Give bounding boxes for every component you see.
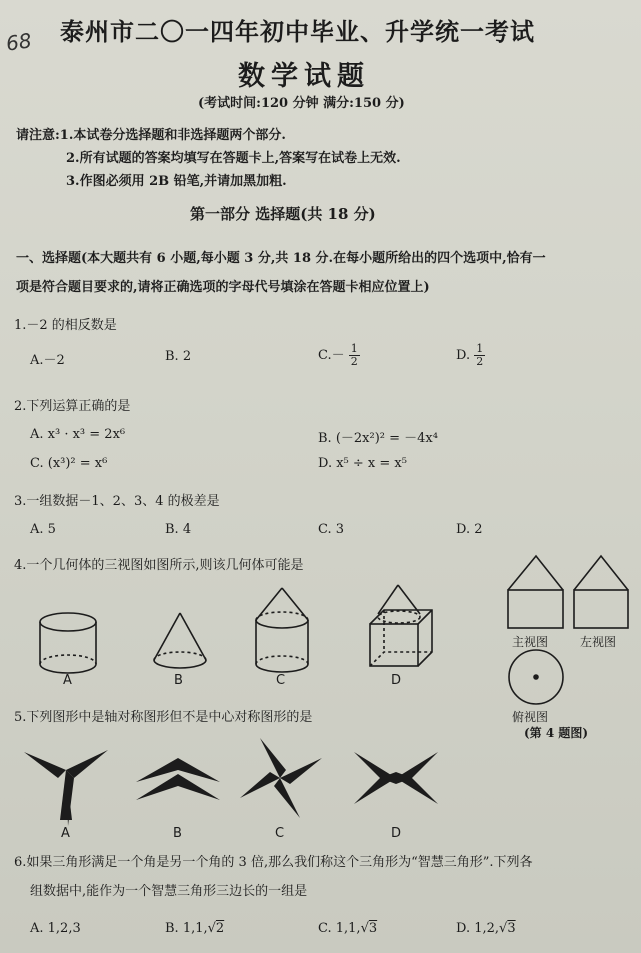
note-line-1: 请注意:1.本试卷分选择题和非选择题两个部分. xyxy=(16,128,286,143)
question-3-option-d: D. 2 xyxy=(456,522,483,537)
exam-time-line: (考试时间:120 分钟 满分:150 分) xyxy=(198,96,405,111)
question-2-option-a: A. x³ · x³ = 2x⁶ xyxy=(30,427,126,442)
sqrt-radicand-b: 2 xyxy=(215,921,225,936)
question-6-option-c xyxy=(318,921,377,936)
figure-4-caption: (第 4 题图) xyxy=(524,726,589,740)
question-2-stem: 2.下列运算正确的是 xyxy=(14,399,131,414)
figure-4a-label: A xyxy=(63,673,72,688)
section-title: 第一部分 选择题(共 18 分) xyxy=(190,205,376,223)
question-3-stem: 3.一组数据－1、2、3、4 的极差是 xyxy=(14,494,220,509)
sqrt-radicand-c: 3 xyxy=(368,921,378,936)
question-6-option-a: A. 1,2,3 xyxy=(30,921,81,936)
note-line-3: 3.作图必须用 2B 铅笔,并请加黑加粗. xyxy=(66,174,287,189)
instruction-line-1: 一、选择题(本大题共有 6 小题,每小题 3 分,共 18 分.在每小题所给出的四个选项中,恰有一 xyxy=(16,251,546,266)
figure-5b-chevrons xyxy=(136,758,220,800)
question-1-option-a: A.－2 xyxy=(30,353,65,368)
question-6-option-b xyxy=(165,921,224,936)
frac-num: 1 xyxy=(476,342,484,355)
question-2-option-b: B. (－2x²)² = －4x⁴ xyxy=(318,431,438,446)
sqrt-sign: √ xyxy=(360,921,369,936)
figure-4b-cone xyxy=(154,613,206,668)
option-c-label: C. 1,1, xyxy=(318,921,361,936)
option-d-label: D. 1,2, xyxy=(456,921,500,936)
figure-5d-bowtie xyxy=(354,752,438,804)
question-1-stem: 1.－2 的相反数是 xyxy=(14,318,117,333)
question-3-option-a: A. 5 xyxy=(30,522,56,537)
question-2-option-d: D. x⁵ ÷ x = x⁵ xyxy=(318,456,407,471)
figure-5c-label: C xyxy=(275,826,285,841)
exam-title: 泰州市二〇一四年初中毕业、升学统一考试 xyxy=(60,17,535,46)
option-c-label: C.－ xyxy=(318,348,345,363)
frac-den: 2 xyxy=(350,355,358,368)
instruction-line-2: 项是符合题目要求的,请将正确选项的字母代号填涂在答题卡相应位置上) xyxy=(16,280,430,295)
sqrt-radicand-d: 3 xyxy=(507,921,516,936)
sqrt-sign: √ xyxy=(499,921,508,936)
option-b-label: B. 1,1, xyxy=(165,921,208,936)
front-view-label: 主视图 xyxy=(512,635,549,649)
figure-4d-label: D xyxy=(391,673,402,688)
question-2-option-c: C. (x³)² = x⁶ xyxy=(30,456,108,471)
left-view-label: 左视图 xyxy=(580,635,617,649)
figure-4b-label: B xyxy=(174,673,183,688)
top-view-label: 俯视图 xyxy=(512,710,549,724)
figure-4-top-view xyxy=(509,650,563,704)
question-6-stem-line-2: 组数据中,能作为一个智慧三角形三边长的一组是 xyxy=(30,884,308,899)
figure-5d-label: D xyxy=(391,826,402,841)
option-d-label: D. xyxy=(456,348,471,363)
question-3-option-c: C. 3 xyxy=(318,522,345,537)
question-1-option-b: B. 2 xyxy=(165,349,192,364)
figure-5c-pinwheel xyxy=(240,738,322,818)
figure-4d-cone-cube xyxy=(370,585,432,666)
figure-5a-label: A xyxy=(61,826,70,841)
sqrt-sign: √ xyxy=(207,921,216,936)
question-3-option-b: B. 4 xyxy=(165,522,192,537)
note-line-2: 2.所有试题的答案均填写在答题卡上,答案写在试卷上无效. xyxy=(66,151,401,166)
figure-5a-three-blades xyxy=(24,750,108,826)
figure-5b-label: B xyxy=(173,826,182,841)
figure-4-front-view xyxy=(508,556,563,628)
question-6-option-d xyxy=(456,921,516,936)
figure-4-left-view xyxy=(574,556,628,628)
question-4-stem: 4.一个几何体的三视图如图所示,则该几何体可能是 xyxy=(14,558,304,573)
figure-4c-cone-cylinder xyxy=(256,588,308,672)
frac-den: 2 xyxy=(476,355,484,368)
handwritten-mark: 68 xyxy=(4,28,33,56)
figure-4c-label: C xyxy=(276,673,286,688)
question-5-stem: 5.下列图形中是轴对称图形但不是中心对称图形的是 xyxy=(14,710,313,725)
exam-subtitle: 数学试题 xyxy=(238,61,370,92)
frac-num: 1 xyxy=(350,342,358,355)
question-6-stem-line-1: 6.如果三角形满足一个角是另一个角的 3 倍,那么我们称这个三角形为“智慧三角形”.下列各 xyxy=(14,855,533,870)
figure-4a-cylinder xyxy=(40,613,96,673)
